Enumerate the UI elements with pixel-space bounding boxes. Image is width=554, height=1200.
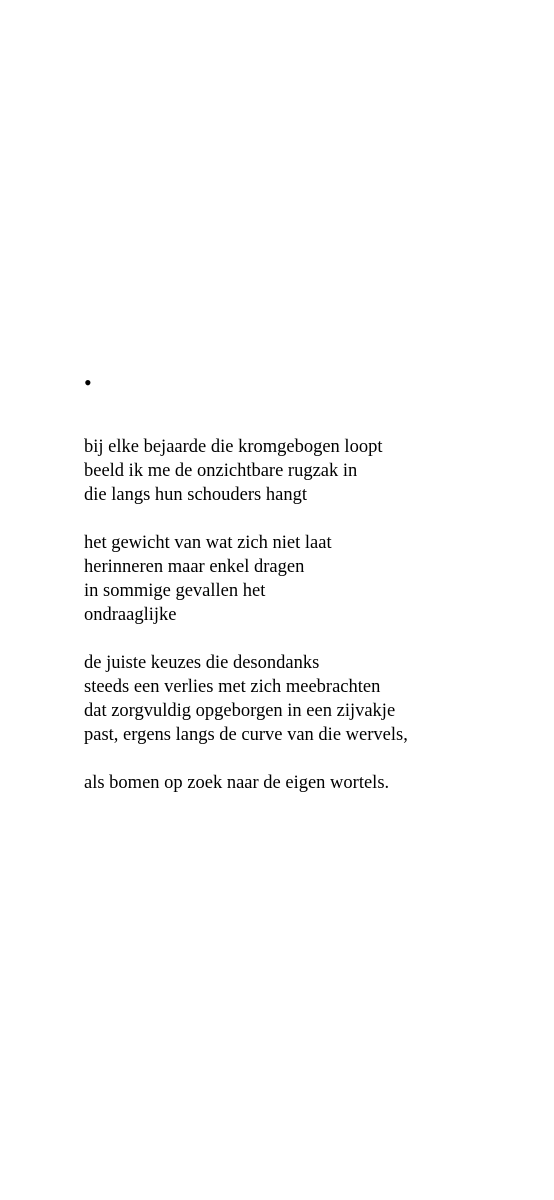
poem-line: steeds een verlies met zich meebrachten bbox=[84, 677, 381, 697]
bullet-marker: • bbox=[84, 370, 92, 395]
poem-line: als bomen op zoek naar de eigen wortels. bbox=[84, 773, 390, 793]
poem-body bbox=[84, 435, 534, 795]
poem-line: beeld ik me de onzichtbare rugzak in bbox=[84, 461, 358, 481]
poem-line: het gewicht van wat zich niet laat bbox=[84, 533, 332, 553]
poem-line: herinneren maar enkel dragen bbox=[84, 557, 305, 577]
poem-line: dat zorgvuldig opgeborgen in een zijvakje bbox=[84, 701, 396, 721]
stanza-1 bbox=[84, 435, 534, 507]
stanza-4 bbox=[84, 771, 534, 795]
stanza-2 bbox=[84, 531, 534, 627]
poem-line: in sommige gevallen het bbox=[84, 581, 266, 601]
poem-line: ondraaglijke bbox=[84, 605, 177, 625]
poem-line: die langs hun schouders hangt bbox=[84, 485, 307, 505]
poem-line: de juiste keuzes die desondanks bbox=[84, 653, 320, 673]
stanza-3 bbox=[84, 651, 534, 747]
poem-line: past, ergens langs de curve van die wervels, bbox=[84, 725, 408, 745]
poem-line: bij elke bejaarde die kromgebogen loopt bbox=[84, 437, 383, 457]
